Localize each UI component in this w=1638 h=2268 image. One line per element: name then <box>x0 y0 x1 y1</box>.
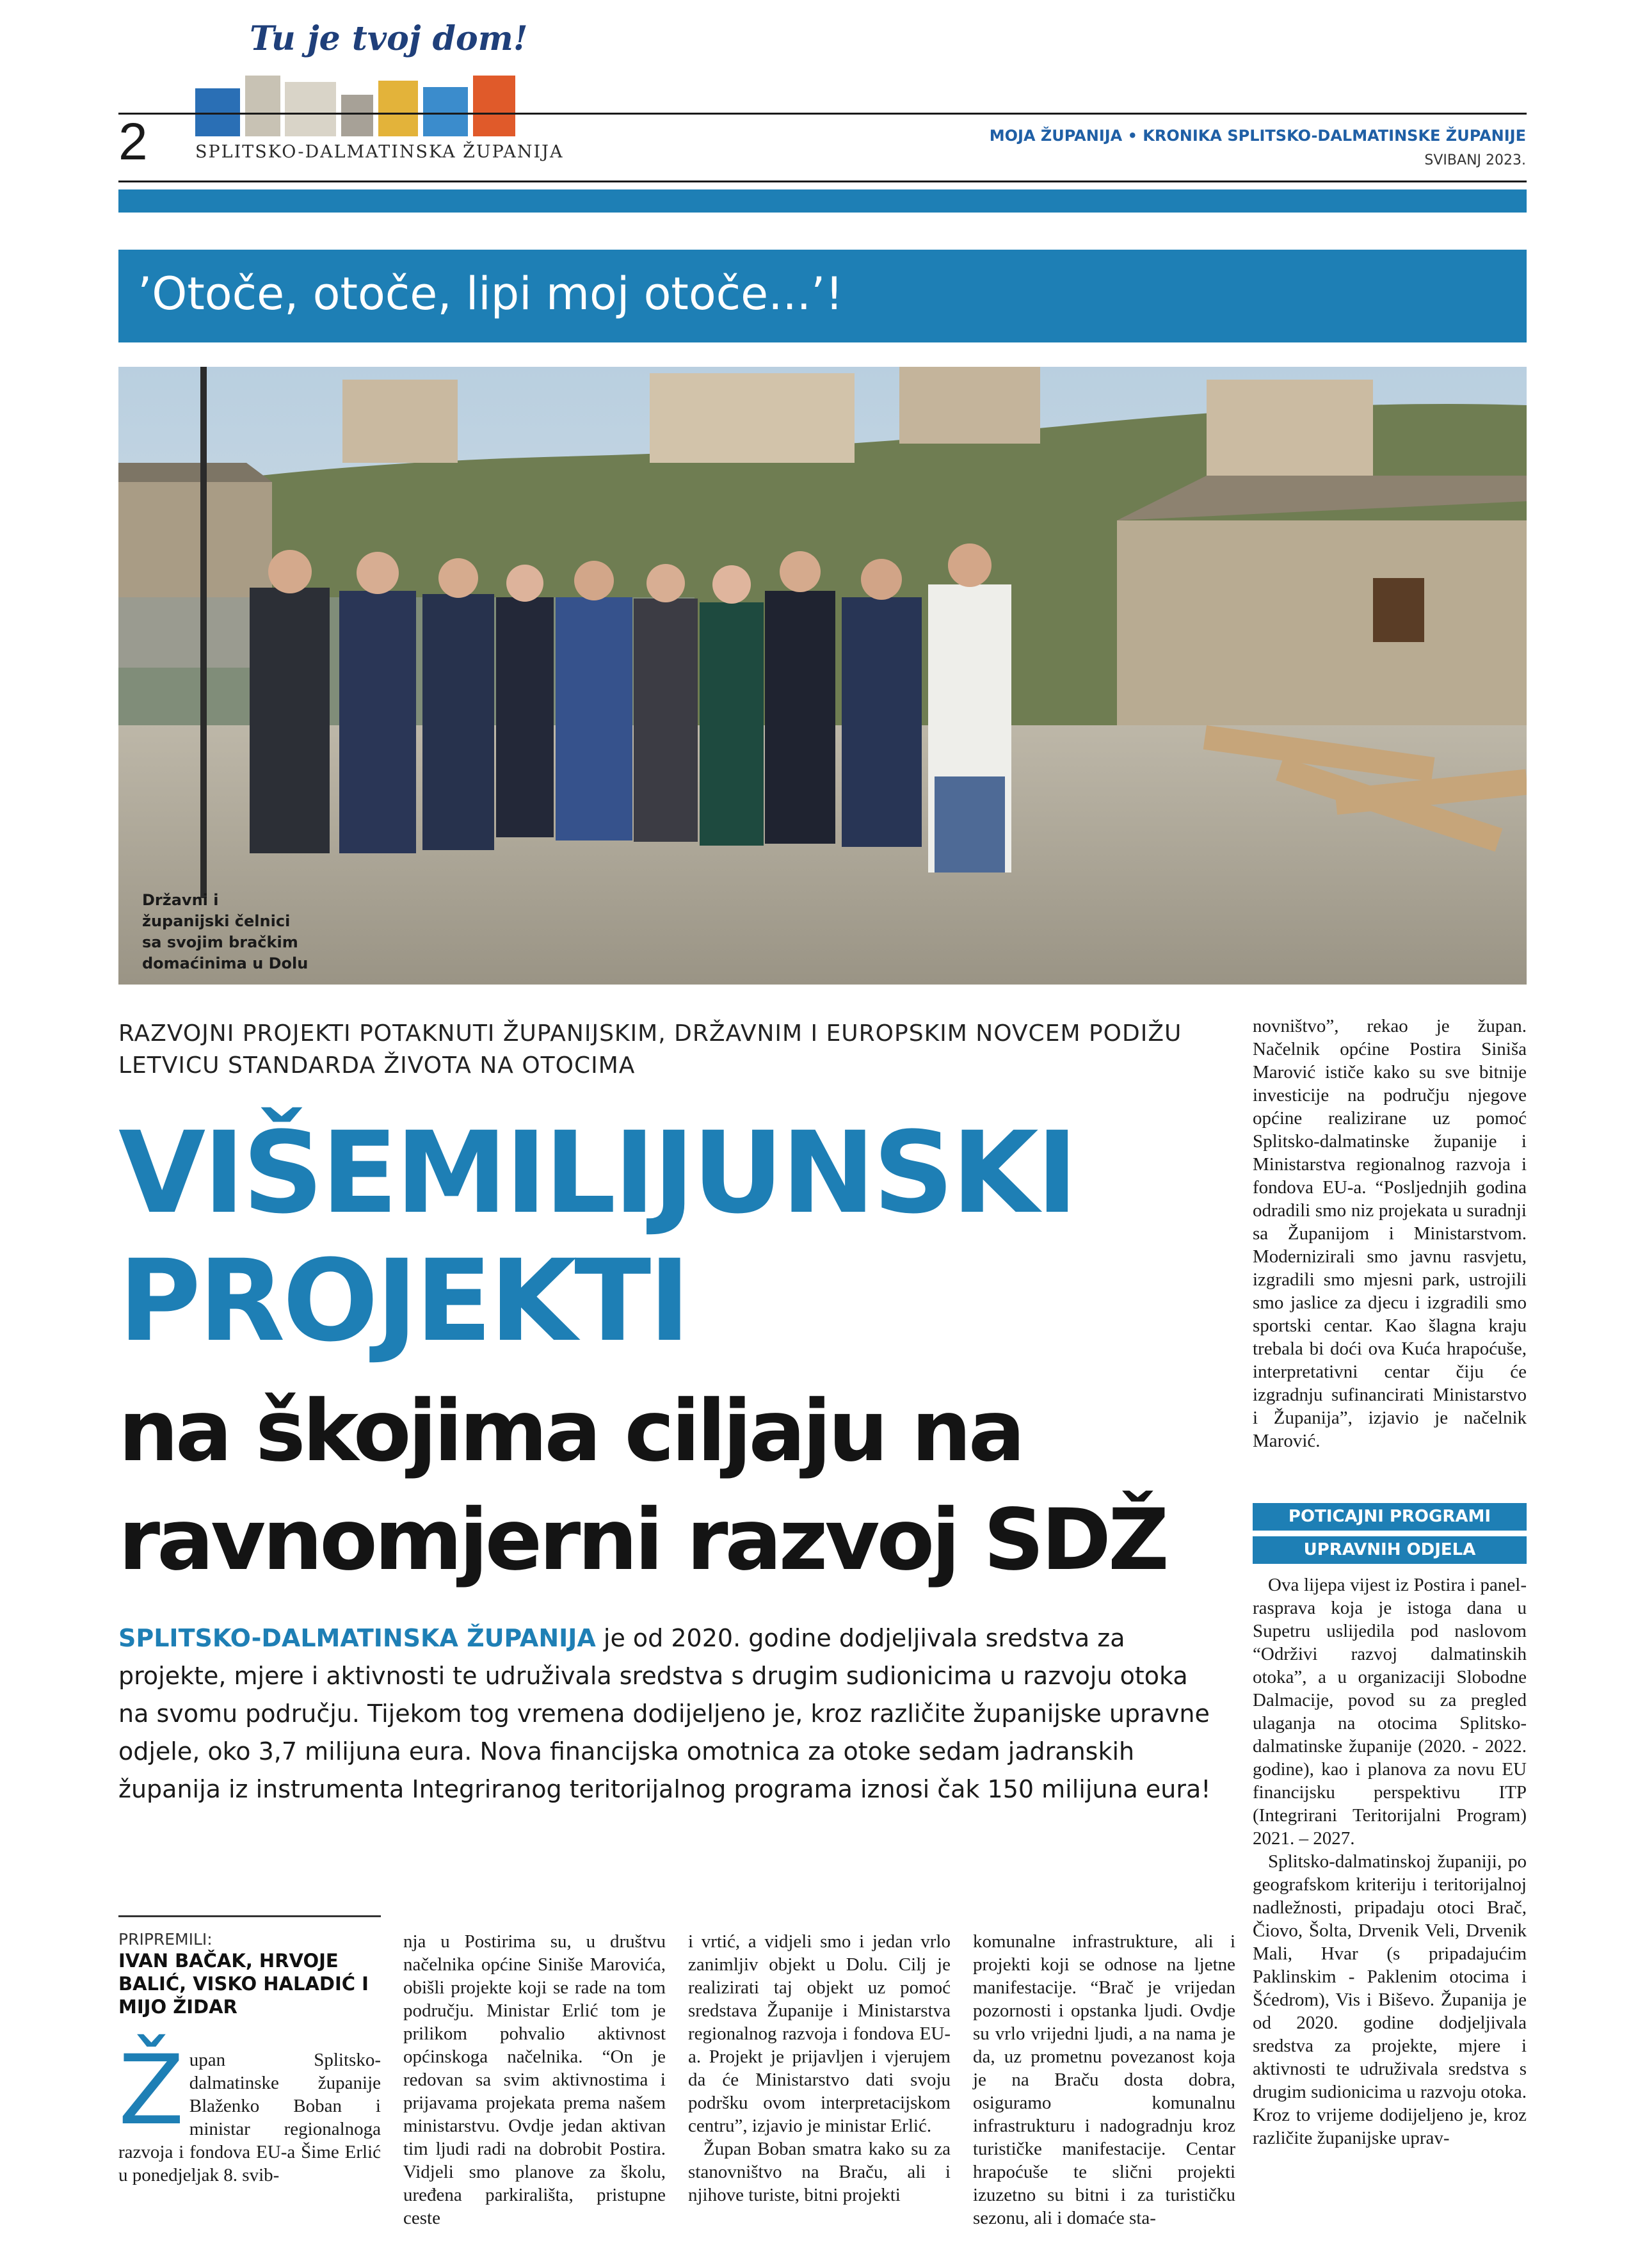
group-photo <box>118 367 1527 985</box>
column-paragraph: Splitsko-dalmatinskoj županiji, po geografskom kriteriju i teritorijalnoj nadležnosti, pripadaju otoci Brač, Čiovo, Šolta, Drvenik Veli, Drvenik Mali, Hvar (s pripadajućim Paklinskim - Paklenim otocima i Šćedrom), Vis i Biševo. Županija je od 2020. godine dodjeljivala sredstva za projekte, mjere i aktivnosti te udruživala sredstva s drugim sudionicima u razvoju otoka. Kroz to vrijeme dodijeljeno je, kroz različite županijske uprav- <box>1253 1851 1527 2148</box>
subheading-2: UPRAVNIH ODJELA <box>1253 1536 1527 1564</box>
header-rule-top <box>118 113 1527 115</box>
header-stripe <box>118 189 1527 213</box>
issue-date: SVIBANJ 2023. <box>1424 152 1526 168</box>
lead-highlight: SPLITSKO-DALMATINSKA ŽUPANIJA <box>118 1624 596 1652</box>
drop-cap: Ž <box>118 2035 184 2146</box>
page-number: 2 <box>118 113 148 171</box>
article-column-2 <box>403 1930 666 2230</box>
side-column-bottom <box>1253 1573 1527 2150</box>
headline-line-4: ravnomjerni razvoj SDŽ <box>118 1491 1166 1589</box>
header-rule-bottom <box>118 181 1527 182</box>
article-column-4 <box>973 1930 1235 2230</box>
article-lead <box>118 1620 1219 1808</box>
logo-county-name: SPLITSKO-DALMATINSKA ŽUPANIJA <box>195 142 564 162</box>
column-text: upan Splitsko-dalmatinske županije Blaženko Boban i ministar regionalnoga razvoja i fondova EU-a Šime Erlić u ponedjeljak 8. svib- <box>118 2050 381 2185</box>
headline-line-1: VIŠEMILIJUNSKI <box>118 1107 1076 1239</box>
byline-label: PRIPREMILI: <box>118 1930 213 1949</box>
column-paragraph: Ova lijepa vijest iz Postira i panel-rasprava koja je istoga dana u Supetru uslijedila pod naslovom “Održivi razvoj dalmatinskih otoka”, a u organizaciji Slobodne Dalmacije, povod su za pregled ulaganja na otocima Splitsko-dalmatinske županije (2020. - 2022. godine), kao i planova za novu EU financijsku perspektivu ITP (Integrirani Teritorijalni Program) 2021. – 2027. <box>1253 1575 1527 1849</box>
headline-line-3: na škojima ciljaju na <box>118 1382 1022 1481</box>
logo-slogan: Tu je tvoj dom! <box>250 19 528 58</box>
article-column-3 <box>688 1930 951 2207</box>
caption-line: sa svojim bračkim <box>142 933 298 951</box>
article-kicker: RAZVOJNI PROJEKTI POTAKNUTI ŽUPANIJSKIM, DRŽAVNIM I EUROPSKIM NOVCEM PODIŽU LETVICU STANDARDA ŽIVOTA NA OTOCIMA <box>118 1020 1182 1079</box>
column-text: nja u Postirima su, u društvu načelnika općine Siniše Marovića, obišli projekte koji se rade na tom području. Ministar Erlić tom je prilikom pohvalio aktivnost općinskoga načelnika. “On je redovan sa svim aktivnostima i prijavama projekata prema našem ministarstvu. Ovdje jedan aktivan tim ljudi radi na dobrobit Postira. Vidjeli smo planove za školu, uređena parkirališta, pristupne ceste <box>403 1931 666 2228</box>
article-column-1 <box>118 2035 381 2187</box>
column-text: komunalne infrastrukture, ali i projekti koji se odnose na ljetne manifestacije. “Brač je vrijedan pozornosti i opstanka ljudi. Ovdje su vrlo vrijedni ljudi, a na nama je da, uz prometnu povezanost koja je na Braču dosta dobra, osiguramo komunalnu infrastrukturu i nadogradnju kroz turističke manifestacije. Centar hrapoćuše te slični projekti izuzetno su bitni i za turističku sezonu, ali i domaće sta- <box>973 1931 1235 2228</box>
byline-rule <box>118 1915 381 1917</box>
subheading-1: POTICAJNI PROGRAMI <box>1253 1503 1527 1531</box>
lead-text: je od 2020. godine dodjeljivala sredstva za projekte, mjere i aktivnosti te udruživala sredstva s drugim sudionicima u razvoju otoka na svomu području. Tijekom tog vremena dodijeljeno je, kroz različite županijske upravne odjele, oko 3,7 milijuna eura. Nova financijska omotnica za otoke sedam jadranskih županija iz instrumenta Integriranog teritorijalnog programa iznosi čak 150 milijuna eura! <box>118 1624 1211 1803</box>
caption-line: Državni i <box>142 891 219 909</box>
column-text: novništvo”, rekao je župan. Načelnik općine Postira Siniša Marović ističe kako su sve bitnije investicije na području njegove općine realizirane uz pomoć Splitsko-dalmatinske županije i Ministarstva regionalnog razvoja i fondova EU-a. “Posljednjih godina odradili smo niz projekata u suradnji sa Županijom i Ministarstvom. Modernizirali smo javnu rasvjetu, izgradili smo mjesni park, ustrojili smo jaslice za djecu i izgradili smo sportski centar. Kao šlagna kraju trebala bi doći ova Kuća hrapoćuše, interpretativni centar čiju će izgradnju sufinancirati Ministarstvo i Županija”, izjavio je načelnik Marović. <box>1253 1016 1527 1451</box>
caption-line: županijski čelnici <box>142 912 291 930</box>
column-paragraph: Župan Boban smatra kako su za stanovništvo na Braču, ali i njihove turiste, bitni projekti <box>688 2139 951 2205</box>
column-text: i vrtić, a vidjeli smo i jedan vrlo zanimljiv objekt u Dolu. Cilj je realizirati taj objekt uz pomoć sredstava Županije i Ministarstva regionalnog razvoja i fondova EU-a. Projekt je prijavljen i vjerujem da će Ministarstvo dati svoju podršku ovom interpretacijskom centru”, izjavio je ministar Erlić. <box>688 1931 951 2136</box>
photo-caption <box>142 890 308 974</box>
caption-line: domaćinima u Dolu <box>142 954 309 972</box>
publication-name: MOJA ŽUPANIJA • KRONIKA SPLITSKO-DALMATINSKE ŽUPANIJE <box>989 127 1526 145</box>
section-banner-title: ’Otoče, otoče, lipi moj otoče...’! <box>138 268 844 320</box>
county-logo-icon <box>195 76 515 136</box>
byline-authors: IVAN BAČAK, HRVOJE BALIĆ, VISKO HALADIĆ I MIJO ŽIDAR <box>118 1950 369 2018</box>
side-column-top <box>1253 1015 1527 1452</box>
headline-line-2: PROJEKTI <box>118 1235 688 1367</box>
